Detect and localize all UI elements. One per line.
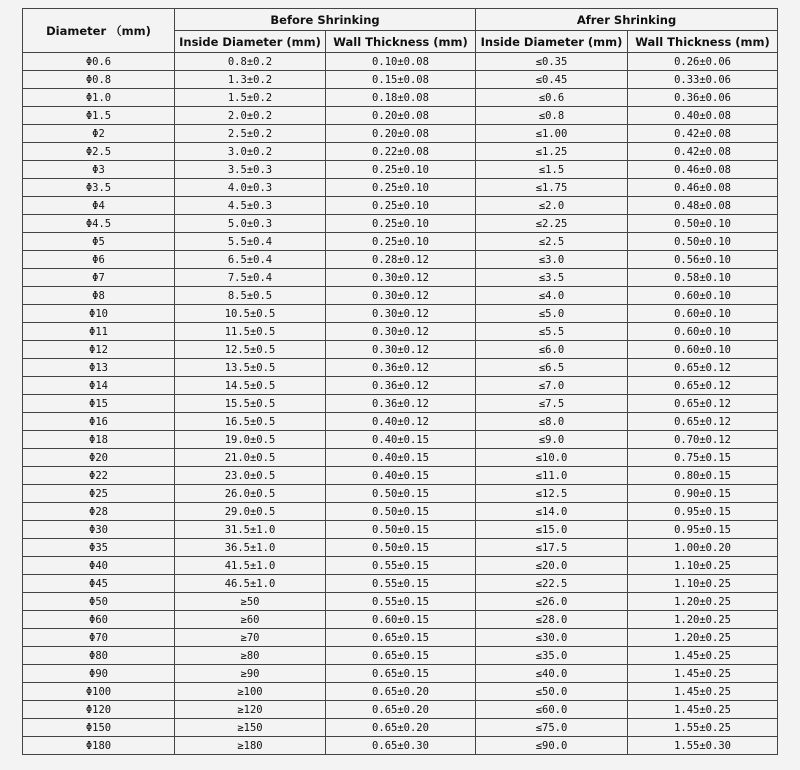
table-row [23, 701, 778, 719]
cell-diameter: Φ18 [23, 431, 175, 449]
cell-before-inside-diameter: ≥180 [175, 737, 326, 755]
cell-after-wall-thickness: 0.33±0.06 [628, 71, 778, 89]
table-row [23, 215, 778, 233]
cell-diameter: Φ16 [23, 413, 175, 431]
cell-before-wall-thickness: 0.15±0.08 [326, 71, 476, 89]
cell-after-inside-diameter: ≤2.0 [476, 197, 628, 215]
cell-diameter: Φ4.5 [23, 215, 175, 233]
cell-before-inside-diameter: 4.0±0.3 [175, 179, 326, 197]
cell-diameter: Φ40 [23, 557, 175, 575]
cell-diameter: Φ22 [23, 467, 175, 485]
table-row [23, 521, 778, 539]
table-row [23, 503, 778, 521]
cell-after-inside-diameter: ≤15.0 [476, 521, 628, 539]
table-row [23, 287, 778, 305]
table-row [23, 341, 778, 359]
cell-after-wall-thickness: 1.10±0.25 [628, 557, 778, 575]
cell-after-inside-diameter: ≤3.0 [476, 251, 628, 269]
cell-after-inside-diameter: ≤22.5 [476, 575, 628, 593]
cell-before-wall-thickness: 0.20±0.08 [326, 107, 476, 125]
table-body [23, 53, 778, 755]
cell-diameter: Φ12 [23, 341, 175, 359]
cell-after-inside-diameter: ≤0.35 [476, 53, 628, 71]
cell-diameter: Φ1.0 [23, 89, 175, 107]
cell-after-wall-thickness: 0.48±0.08 [628, 197, 778, 215]
cell-after-inside-diameter: ≤17.5 [476, 539, 628, 557]
cell-diameter: Φ70 [23, 629, 175, 647]
cell-after-wall-thickness: 0.50±0.10 [628, 233, 778, 251]
table-row [23, 665, 778, 683]
cell-after-wall-thickness: 0.65±0.12 [628, 413, 778, 431]
cell-after-inside-diameter: ≤8.0 [476, 413, 628, 431]
cell-diameter: Φ30 [23, 521, 175, 539]
cell-after-inside-diameter: ≤11.0 [476, 467, 628, 485]
cell-before-inside-diameter: 26.0±0.5 [175, 485, 326, 503]
cell-after-inside-diameter: ≤0.45 [476, 71, 628, 89]
cell-before-wall-thickness: 0.30±0.12 [326, 305, 476, 323]
cell-after-wall-thickness: 0.42±0.08 [628, 125, 778, 143]
cell-before-wall-thickness: 0.18±0.08 [326, 89, 476, 107]
cell-before-wall-thickness: 0.20±0.08 [326, 125, 476, 143]
cell-after-inside-diameter: ≤30.0 [476, 629, 628, 647]
cell-diameter: Φ3 [23, 161, 175, 179]
table-row [23, 89, 778, 107]
table-row [23, 251, 778, 269]
table-row [23, 143, 778, 161]
cell-before-wall-thickness: 0.25±0.10 [326, 179, 476, 197]
cell-before-inside-diameter: 2.0±0.2 [175, 107, 326, 125]
cell-after-inside-diameter: ≤75.0 [476, 719, 628, 737]
cell-after-wall-thickness: 1.55±0.30 [628, 737, 778, 755]
cell-before-inside-diameter: 19.0±0.5 [175, 431, 326, 449]
cell-before-wall-thickness: 0.50±0.15 [326, 521, 476, 539]
cell-after-wall-thickness: 1.00±0.20 [628, 539, 778, 557]
cell-after-wall-thickness: 0.75±0.15 [628, 449, 778, 467]
cell-before-wall-thickness: 0.30±0.12 [326, 341, 476, 359]
cell-after-wall-thickness: 1.45±0.25 [628, 665, 778, 683]
cell-after-wall-thickness: 1.20±0.25 [628, 629, 778, 647]
cell-before-inside-diameter: 3.0±0.2 [175, 143, 326, 161]
cell-diameter: Φ35 [23, 539, 175, 557]
cell-diameter: Φ60 [23, 611, 175, 629]
cell-after-wall-thickness: 0.46±0.08 [628, 179, 778, 197]
cell-after-inside-diameter: ≤26.0 [476, 593, 628, 611]
cell-before-wall-thickness: 0.40±0.15 [326, 467, 476, 485]
table-row [23, 233, 778, 251]
cell-diameter: Φ28 [23, 503, 175, 521]
cell-before-inside-diameter: ≥50 [175, 593, 326, 611]
cell-before-inside-diameter: ≥60 [175, 611, 326, 629]
cell-after-wall-thickness: 0.90±0.15 [628, 485, 778, 503]
cell-before-inside-diameter: ≥150 [175, 719, 326, 737]
cell-after-wall-thickness: 1.20±0.25 [628, 611, 778, 629]
cell-after-wall-thickness: 0.40±0.08 [628, 107, 778, 125]
cell-diameter: Φ4 [23, 197, 175, 215]
cell-after-wall-thickness: 0.60±0.10 [628, 341, 778, 359]
cell-before-wall-thickness: 0.60±0.15 [326, 611, 476, 629]
cell-before-inside-diameter: 1.3±0.2 [175, 71, 326, 89]
cell-after-inside-diameter: ≤2.25 [476, 215, 628, 233]
spec-table-container [22, 8, 778, 755]
table-row [23, 467, 778, 485]
cell-before-inside-diameter: 5.5±0.4 [175, 233, 326, 251]
cell-before-wall-thickness: 0.30±0.12 [326, 323, 476, 341]
table-row [23, 359, 778, 377]
cell-diameter: Φ8 [23, 287, 175, 305]
cell-after-wall-thickness: 0.60±0.10 [628, 323, 778, 341]
cell-after-inside-diameter: ≤35.0 [476, 647, 628, 665]
cell-after-inside-diameter: ≤12.5 [476, 485, 628, 503]
cell-before-wall-thickness: 0.25±0.10 [326, 197, 476, 215]
cell-before-inside-diameter: ≥70 [175, 629, 326, 647]
table-row [23, 197, 778, 215]
table-row [23, 395, 778, 413]
table-row [23, 611, 778, 629]
cell-before-inside-diameter: 41.5±1.0 [175, 557, 326, 575]
cell-after-wall-thickness: 0.46±0.08 [628, 161, 778, 179]
cell-diameter: Φ3.5 [23, 179, 175, 197]
cell-after-wall-thickness: 0.70±0.12 [628, 431, 778, 449]
cell-before-wall-thickness: 0.36±0.12 [326, 395, 476, 413]
cell-after-inside-diameter: ≤5.5 [476, 323, 628, 341]
cell-before-wall-thickness: 0.65±0.15 [326, 647, 476, 665]
table-row [23, 179, 778, 197]
cell-before-inside-diameter: 7.5±0.4 [175, 269, 326, 287]
cell-diameter: Φ120 [23, 701, 175, 719]
cell-before-inside-diameter: 36.5±1.0 [175, 539, 326, 557]
cell-diameter: Φ25 [23, 485, 175, 503]
header-before-shrinking: Before Shrinking [175, 9, 476, 31]
cell-after-inside-diameter: ≤28.0 [476, 611, 628, 629]
cell-after-inside-diameter: ≤7.0 [476, 377, 628, 395]
cell-before-inside-diameter: 2.5±0.2 [175, 125, 326, 143]
cell-after-inside-diameter: ≤4.0 [476, 287, 628, 305]
cell-after-wall-thickness: 1.20±0.25 [628, 593, 778, 611]
table-row [23, 125, 778, 143]
cell-before-wall-thickness: 0.55±0.15 [326, 557, 476, 575]
cell-before-inside-diameter: ≥80 [175, 647, 326, 665]
cell-before-wall-thickness: 0.40±0.15 [326, 449, 476, 467]
cell-after-wall-thickness: 1.45±0.25 [628, 701, 778, 719]
table-row [23, 107, 778, 125]
cell-before-wall-thickness: 0.50±0.15 [326, 485, 476, 503]
cell-before-inside-diameter: 16.5±0.5 [175, 413, 326, 431]
header-after-shrinking: Afrer Shrinking [476, 9, 778, 31]
cell-after-wall-thickness: 0.95±0.15 [628, 503, 778, 521]
cell-after-wall-thickness: 1.55±0.25 [628, 719, 778, 737]
cell-before-inside-diameter: 4.5±0.3 [175, 197, 326, 215]
cell-before-wall-thickness: 0.30±0.12 [326, 269, 476, 287]
cell-after-wall-thickness: 0.58±0.10 [628, 269, 778, 287]
cell-before-inside-diameter: 31.5±1.0 [175, 521, 326, 539]
cell-after-inside-diameter: ≤0.6 [476, 89, 628, 107]
table-row [23, 413, 778, 431]
cell-before-wall-thickness: 0.36±0.12 [326, 359, 476, 377]
table-row [23, 377, 778, 395]
cell-before-wall-thickness: 0.30±0.12 [326, 287, 476, 305]
cell-diameter: Φ0.8 [23, 71, 175, 89]
cell-before-inside-diameter: 13.5±0.5 [175, 359, 326, 377]
cell-before-inside-diameter: 10.5±0.5 [175, 305, 326, 323]
header-diameter: Diameter （mm) [23, 9, 175, 53]
table-row [23, 557, 778, 575]
cell-diameter: Φ100 [23, 683, 175, 701]
cell-after-wall-thickness: 0.60±0.10 [628, 305, 778, 323]
table-row [23, 737, 778, 755]
table-row [23, 647, 778, 665]
cell-after-inside-diameter: ≤1.00 [476, 125, 628, 143]
cell-before-inside-diameter: ≥90 [175, 665, 326, 683]
cell-after-inside-diameter: ≤3.5 [476, 269, 628, 287]
cell-diameter: Φ6 [23, 251, 175, 269]
table-row [23, 719, 778, 737]
cell-before-wall-thickness: 0.65±0.15 [326, 629, 476, 647]
cell-before-inside-diameter: 15.5±0.5 [175, 395, 326, 413]
cell-after-inside-diameter: ≤2.5 [476, 233, 628, 251]
table-row [23, 485, 778, 503]
cell-after-inside-diameter: ≤5.0 [476, 305, 628, 323]
cell-after-wall-thickness: 1.45±0.25 [628, 647, 778, 665]
cell-after-inside-diameter: ≤20.0 [476, 557, 628, 575]
cell-before-wall-thickness: 0.65±0.20 [326, 719, 476, 737]
cell-before-inside-diameter: 0.8±0.2 [175, 53, 326, 71]
table-row [23, 431, 778, 449]
cell-diameter: Φ14 [23, 377, 175, 395]
cell-after-inside-diameter: ≤40.0 [476, 665, 628, 683]
cell-diameter: Φ15 [23, 395, 175, 413]
cell-diameter: Φ45 [23, 575, 175, 593]
cell-before-wall-thickness: 0.65±0.30 [326, 737, 476, 755]
cell-after-inside-diameter: ≤7.5 [476, 395, 628, 413]
cell-before-inside-diameter: 8.5±0.5 [175, 287, 326, 305]
cell-diameter: Φ10 [23, 305, 175, 323]
table-row [23, 323, 778, 341]
cell-after-wall-thickness: 1.10±0.25 [628, 575, 778, 593]
cell-diameter: Φ2.5 [23, 143, 175, 161]
table-row [23, 575, 778, 593]
cell-before-inside-diameter: 12.5±0.5 [175, 341, 326, 359]
cell-before-wall-thickness: 0.65±0.20 [326, 701, 476, 719]
cell-before-wall-thickness: 0.22±0.08 [326, 143, 476, 161]
cell-before-wall-thickness: 0.65±0.15 [326, 665, 476, 683]
cell-before-inside-diameter: 1.5±0.2 [175, 89, 326, 107]
cell-diameter: Φ1.5 [23, 107, 175, 125]
cell-before-wall-thickness: 0.55±0.15 [326, 575, 476, 593]
cell-before-inside-diameter: 3.5±0.3 [175, 161, 326, 179]
cell-before-inside-diameter: 14.5±0.5 [175, 377, 326, 395]
cell-after-wall-thickness: 0.60±0.10 [628, 287, 778, 305]
cell-after-wall-thickness: 0.36±0.06 [628, 89, 778, 107]
cell-after-wall-thickness: 0.65±0.12 [628, 359, 778, 377]
cell-after-inside-diameter: ≤90.0 [476, 737, 628, 755]
table-row [23, 71, 778, 89]
header-before-wall-thickness: Wall Thickness (mm) [326, 31, 476, 53]
cell-before-inside-diameter: 29.0±0.5 [175, 503, 326, 521]
cell-before-wall-thickness: 0.40±0.15 [326, 431, 476, 449]
cell-before-inside-diameter: 11.5±0.5 [175, 323, 326, 341]
cell-diameter: Φ13 [23, 359, 175, 377]
cell-after-wall-thickness: 0.26±0.06 [628, 53, 778, 71]
cell-before-wall-thickness: 0.50±0.15 [326, 539, 476, 557]
cell-after-inside-diameter: ≤1.5 [476, 161, 628, 179]
cell-after-inside-diameter: ≤60.0 [476, 701, 628, 719]
cell-before-wall-thickness: 0.10±0.08 [326, 53, 476, 71]
table-row [23, 593, 778, 611]
cell-before-wall-thickness: 0.50±0.15 [326, 503, 476, 521]
cell-before-inside-diameter: 46.5±1.0 [175, 575, 326, 593]
cell-diameter: Φ90 [23, 665, 175, 683]
cell-before-inside-diameter: ≥100 [175, 683, 326, 701]
cell-after-inside-diameter: ≤1.25 [476, 143, 628, 161]
cell-before-wall-thickness: 0.40±0.12 [326, 413, 476, 431]
table-row [23, 539, 778, 557]
cell-after-inside-diameter: ≤0.8 [476, 107, 628, 125]
cell-before-wall-thickness: 0.36±0.12 [326, 377, 476, 395]
cell-before-inside-diameter: 21.0±0.5 [175, 449, 326, 467]
table-row [23, 305, 778, 323]
cell-diameter: Φ80 [23, 647, 175, 665]
cell-after-wall-thickness: 0.65±0.12 [628, 395, 778, 413]
cell-diameter: Φ11 [23, 323, 175, 341]
cell-after-inside-diameter: ≤14.0 [476, 503, 628, 521]
cell-after-wall-thickness: 0.56±0.10 [628, 251, 778, 269]
cell-before-inside-diameter: ≥120 [175, 701, 326, 719]
cell-diameter: Φ7 [23, 269, 175, 287]
table-row [23, 629, 778, 647]
table-row [23, 53, 778, 71]
table-row [23, 449, 778, 467]
table-row [23, 161, 778, 179]
header-after-inside-diameter: Inside Diameter (mm) [476, 31, 628, 53]
cell-after-inside-diameter: ≤6.0 [476, 341, 628, 359]
cell-before-wall-thickness: 0.55±0.15 [326, 593, 476, 611]
cell-before-wall-thickness: 0.28±0.12 [326, 251, 476, 269]
cell-before-inside-diameter: 5.0±0.3 [175, 215, 326, 233]
cell-before-wall-thickness: 0.25±0.10 [326, 215, 476, 233]
cell-before-wall-thickness: 0.25±0.10 [326, 233, 476, 251]
cell-after-inside-diameter: ≤10.0 [476, 449, 628, 467]
heat-shrink-spec-table [22, 8, 778, 755]
cell-diameter: Φ50 [23, 593, 175, 611]
cell-after-wall-thickness: 0.80±0.15 [628, 467, 778, 485]
cell-after-inside-diameter: ≤1.75 [476, 179, 628, 197]
cell-diameter: Φ2 [23, 125, 175, 143]
cell-diameter: Φ150 [23, 719, 175, 737]
cell-after-inside-diameter: ≤6.5 [476, 359, 628, 377]
header-before-inside-diameter: Inside Diameter (mm) [175, 31, 326, 53]
cell-after-wall-thickness: 0.42±0.08 [628, 143, 778, 161]
cell-after-inside-diameter: ≤50.0 [476, 683, 628, 701]
cell-diameter: Φ180 [23, 737, 175, 755]
cell-after-wall-thickness: 1.45±0.25 [628, 683, 778, 701]
cell-before-wall-thickness: 0.65±0.20 [326, 683, 476, 701]
table-row [23, 269, 778, 287]
cell-diameter: Φ20 [23, 449, 175, 467]
table-row [23, 683, 778, 701]
cell-diameter: Φ0.6 [23, 53, 175, 71]
header-after-wall-thickness: Wall Thickness (mm) [628, 31, 778, 53]
cell-before-inside-diameter: 23.0±0.5 [175, 467, 326, 485]
cell-after-wall-thickness: 0.65±0.12 [628, 377, 778, 395]
cell-diameter: Φ5 [23, 233, 175, 251]
cell-after-wall-thickness: 0.95±0.15 [628, 521, 778, 539]
cell-before-wall-thickness: 0.25±0.10 [326, 161, 476, 179]
cell-after-inside-diameter: ≤9.0 [476, 431, 628, 449]
cell-after-wall-thickness: 0.50±0.10 [628, 215, 778, 233]
cell-before-inside-diameter: 6.5±0.4 [175, 251, 326, 269]
